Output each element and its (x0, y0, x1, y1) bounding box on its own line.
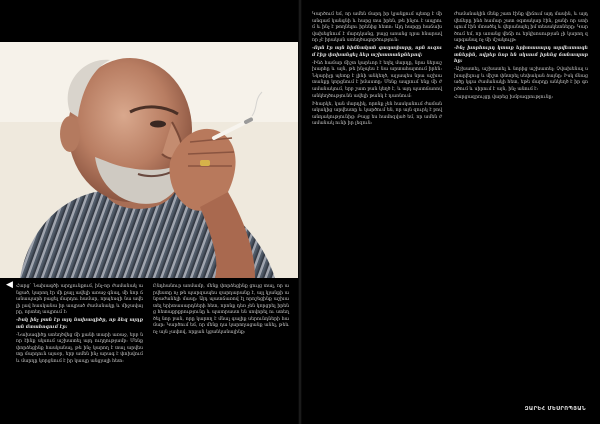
paragraph: Հարցազրույցը վարեց խմբագրությունը: (454, 95, 554, 101)
left-column-1 (16, 284, 143, 367)
right-column-1 (312, 12, 442, 129)
left-column-2 (153, 284, 289, 338)
right-page (302, 0, 600, 424)
portrait-photo (0, 42, 298, 278)
paragraph: Իհարկե, կան մարդիկ, որոնք չեն հասկանում ժամանակակից արվեստը և կարծում են, որ այն զուրկ է բովանդակությունից: Բայց ես համոզված եմ, որ ամեն ժամանակ ունի իր լեզուն: (312, 101, 442, 127)
interview-question: -Ինչ խորհուրդ կտաք երիտասարդ արվեստագետներին, ովքեր նոր են սկսում իրենց ճանապարհը: (454, 46, 588, 65)
paragraph: Կարծում եմ, որ ամեն մարդ իր կյանքում պետք է մի անգամ կանգնի և հարց տա իրեն, թե ինչու է ապրում և ինչ է թողնելու իրենից հետո: Այդ հարցը հաճախ վախեցնում է մարդկանց, բայց առանց դրա հնարավոր չէ իրական ստեղծագործություն: (312, 12, 442, 44)
author-signature: ԶԱՐԵՀ ՄԵՍՐՈՊՅԱՆ (524, 406, 586, 412)
paragraph: -Աշխատել, աշխատել և նորից աշխատել: Չվախենալ սխալվելուց և միշտ փնտրել սեփական ձայնը: Իսկ մնացածը կգա ժամանակի հետ, եթե մարդը անկեղծ է իր գործում և սիրում է այն, ինչ անում է: (454, 67, 588, 93)
paragraph: Ժամանակին մենք շատ էինք վիճում այդ մասին, և այդ վեճերը ինձ համար շատ օգտակար էին, քանի որ ստիպում էին մտածել և վերանայել իմ տեսակետները: Կարծում եմ, որ առանց վեճի ու երկխոսության չի կարող զարգանալ ոչ մի մշակույթ: (454, 12, 588, 44)
paragraph: Հարց՝ Նախագծի արդյունքում, ինչ-որ ժամանակ անցած, կարող էր մի քայլ ավելի առաջ գնալ, մի նոր ճանապարհ բացել մարդու համար, որպեսզի նա ավելի լավ հասկանա իր ապրած ժամանակը և միջավայրը, որտեղ ապրում է: (16, 284, 143, 316)
interview-question: -Իսկ ինչ բան էր այդ նախագիծը, որ ձեզ այդքան մտահոգում էր: (16, 318, 143, 330)
paragraph: -Ինձ համար միշտ կարևոր է եղել մարդը, նրա ներաշխարհը և այն, թե ինչպես է նա արտահայտում իրեն: Նկարիչը պետք է լինի անկեղծ, այլապես նրա աշխատանքը կորցնում է իմաստը: Մենք ապրում ենք մի ժամանակում, երբ շատ բան կեղծ է, և այդ պատճառով անկեղծությունն ավելի թանկ է դառնում: (312, 60, 442, 99)
paragraph: Ընդհանուր առմամբ, մենք փորձեցինք ցույց տալ, որ արվեստը ոչ թե պարզապես զարդարանք է, այլ կյանքի անբաժանելի մասը: Այդ պատճառով էլ որոշեցինք աշխատել երիտասարդների հետ, որոնք դեռ չեն կորցրել իրենց հետաքրքրությունը և պատրաստ են սովորել ու ստեղծել նոր բան, որը կարող է մնալ գալիք սերունդների համար: Կարծում եմ, որ մենք դա կարողացանք անել, թեև ոչ այն չափով, որքան կցանկանայինք: (153, 284, 289, 335)
paragraph: -Նախագիծը ստեղծվեց մի քանի տարի առաջ, երբ նոր էինք սկսում աշխատել այդ ուղղությամբ: Մենք փորձեցինք հասկանալ, թե ինչ կարող է տալ արվեստը մարդուն այսօր, երբ ամեն ինչ արագ է փոխվում և մարդը կորցնում է իր կապը անցյալի հետ: (16, 332, 143, 365)
right-column-2 (454, 12, 588, 103)
left-page (0, 0, 298, 424)
start-marker-icon: ◀ (6, 280, 13, 290)
portrait-illustration (0, 42, 298, 278)
interview-question: -Որն էր այն հիմնական գաղափարը, որն ուզում էիք փոխանցել ձեր աշխատանքներով: (312, 46, 442, 58)
